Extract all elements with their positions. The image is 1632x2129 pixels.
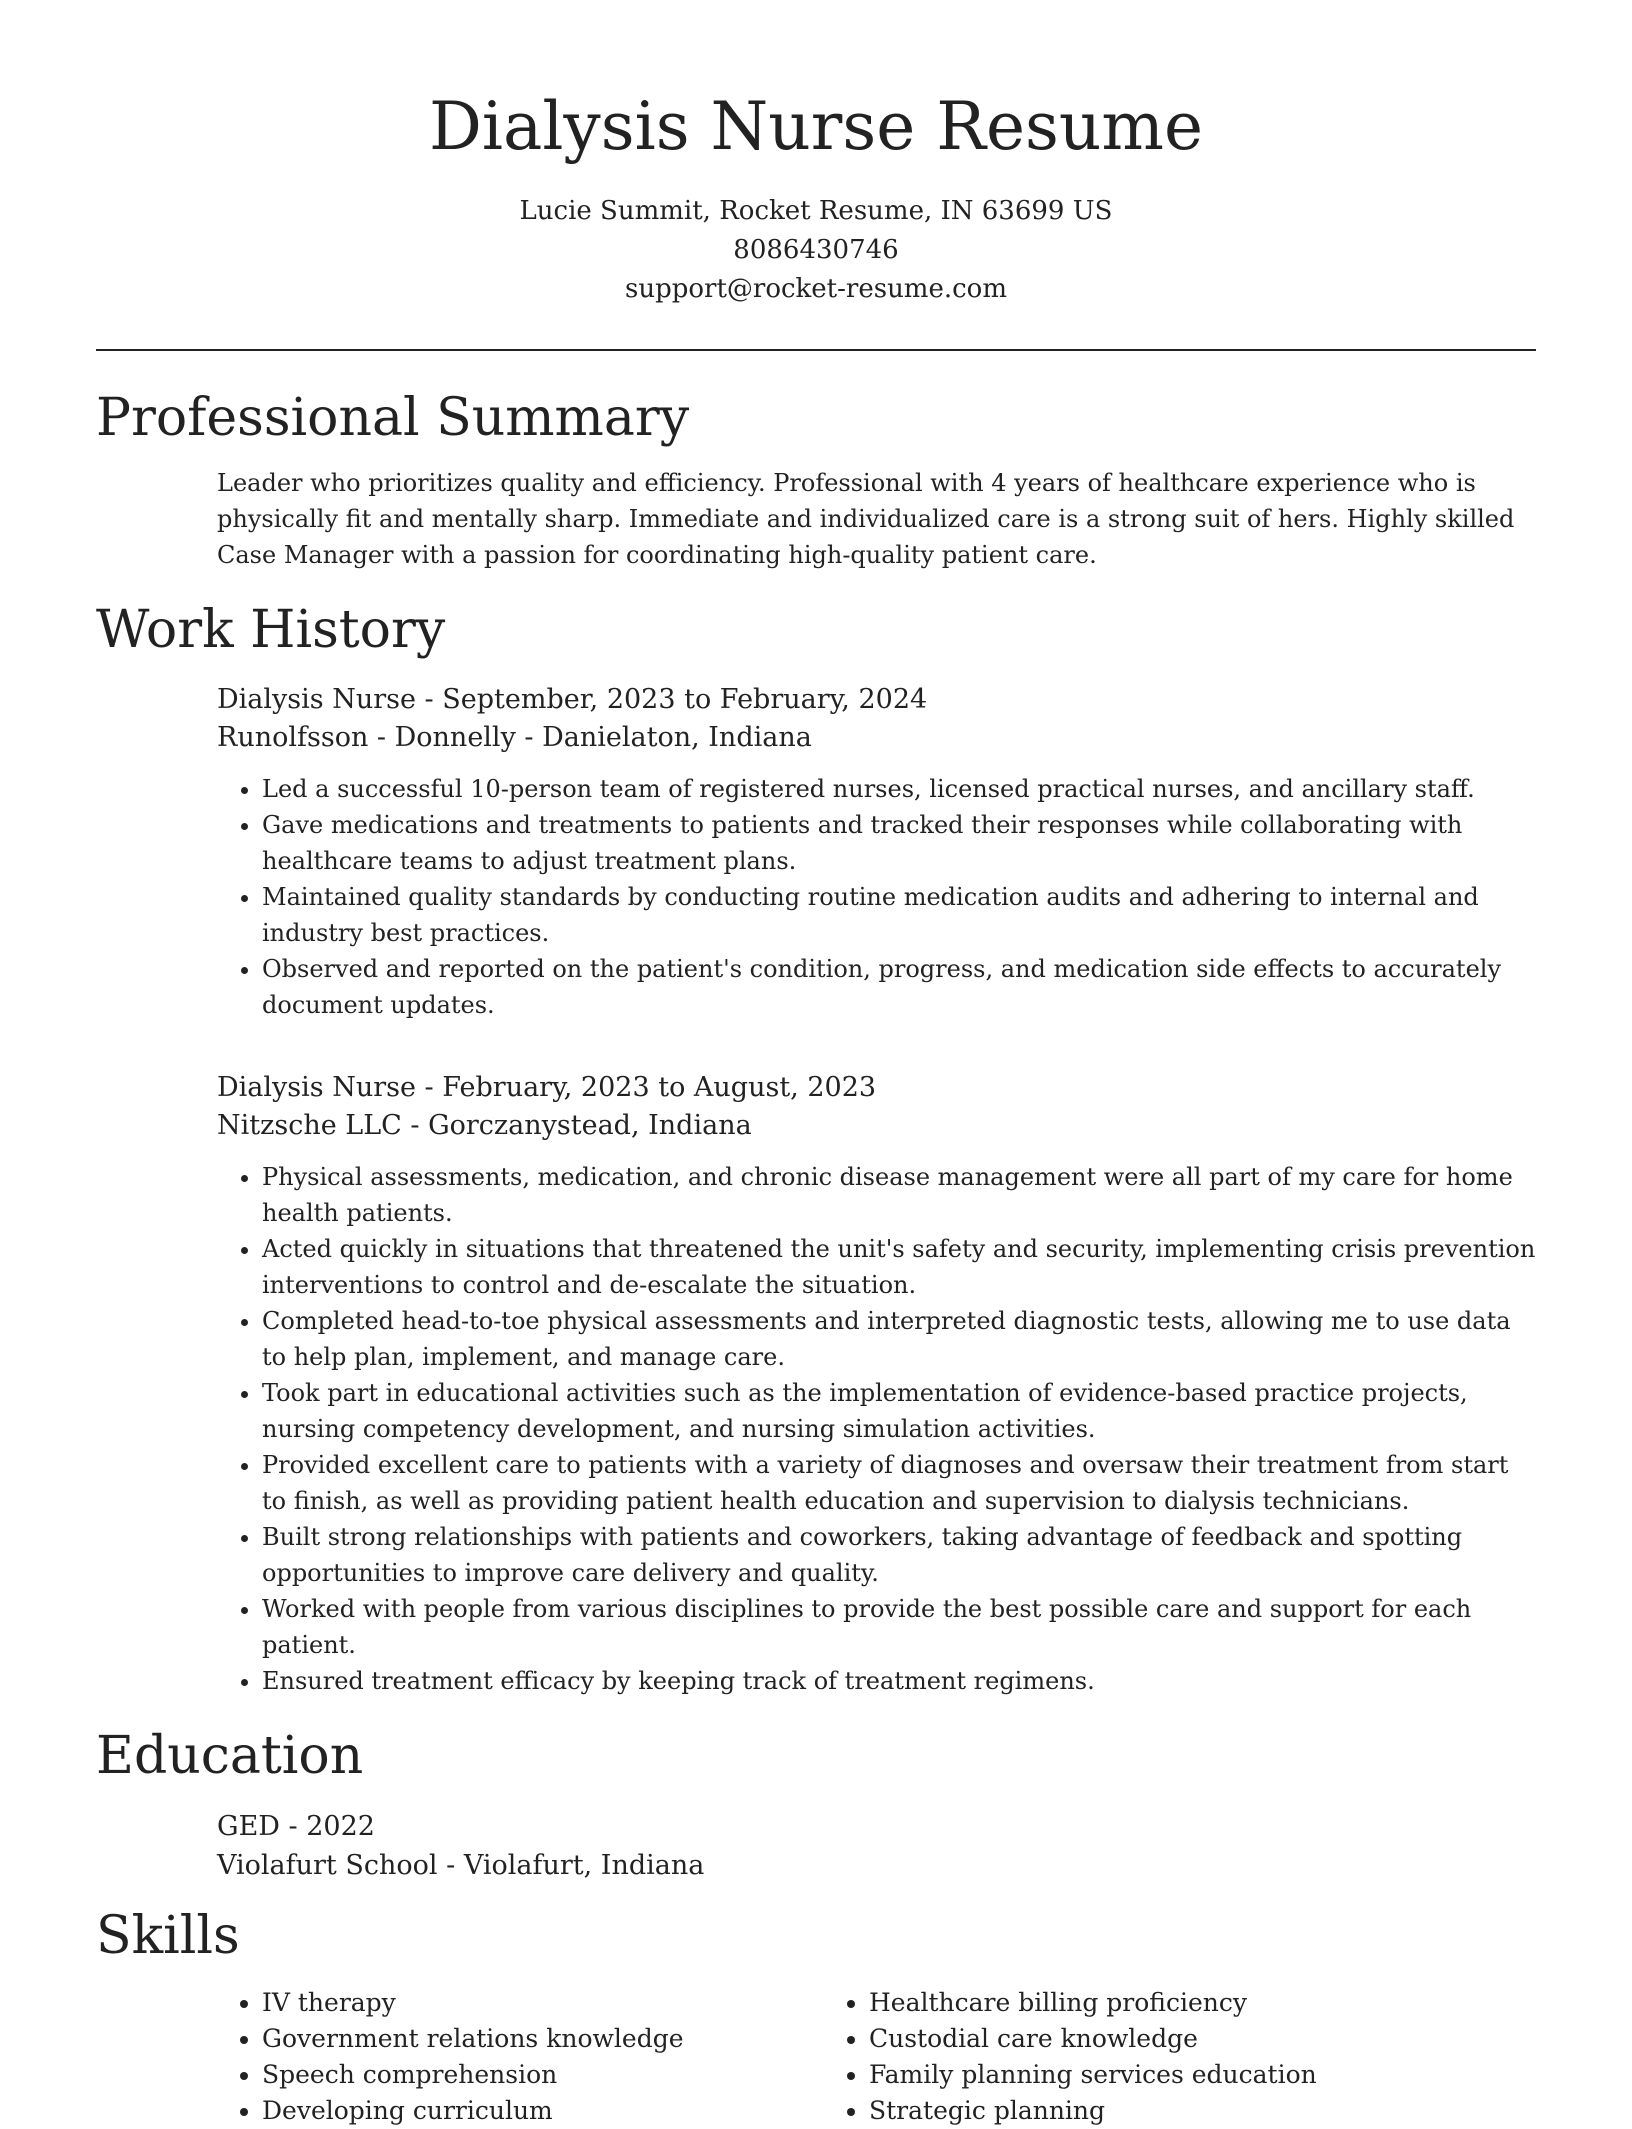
work-history-heading: Work History [96,600,446,660]
skill-item: • Speech comprehension [262,2057,824,2093]
list-item: • Led a successful 10-person team of registered nurses, licensed practical nurses, and ancillary staff. [262,771,1536,807]
list-item: • Maintained quality standards by conducting routine medication audits and adhering to internal and industry best practices. [262,879,1536,951]
job-company-line [217,719,1536,757]
job-location: Gorczanystead, Indiana [428,1110,752,1141]
skill-item: • Government relations knowledge [262,2021,824,2057]
job-dates: September, 2023 to February, 2024 [442,684,928,715]
job-dates: February, 2023 to August, 2023 [442,1072,877,1103]
summary-heading: Professional Summary [96,388,690,448]
list-item: • Observed and reported on the patient's condition, progress, and medication side effects to accurately document updates. [262,951,1536,1023]
skill-item: • Strategic planning [869,2093,1431,2129]
list-item: • Ensured treatment efficacy by keeping track of treatment regimens. [262,1663,1536,1699]
education-school: Violafurt School [217,1850,438,1881]
list-item: • Provided excellent care to patients with a variety of diagnoses and oversaw their treatment from start to finish, as well as providing patient health education and supervision to dialysis technicians. [262,1447,1536,1519]
skill-item: • Family planning services education [869,2057,1431,2093]
list-item: • Built strong relationships with patients and coworkers, taking advantage of feedback and spotting opportunities to improve care delivery and quality. [262,1519,1536,1591]
job-company: Runolfsson - Donnelly [217,722,516,753]
education-school-line [217,1846,1536,1885]
education-degree-line [217,1807,1536,1846]
skills-section [96,1903,1536,2129]
education-entry [217,1807,1536,1885]
skill-item: • Developing curriculum [262,2093,824,2129]
job-bullets [217,771,1536,1023]
list-item: • Gave medications and treatments to patients and tracked their responses while collaborating with healthcare teams to adjust treatment plans. [262,807,1536,879]
work-history-section [96,597,1536,1699]
resume-header [96,0,1536,309]
skills-grid [217,1985,1536,2129]
job-title-line [217,1069,1536,1107]
skills-column-left [217,1985,824,2129]
separator: - [279,1811,307,1842]
list-item: • Completed head-to-toe physical assessments and interpreted diagnostic tests, allowing me to use data to help plan, implement, and manage care. [262,1303,1536,1375]
contact-email: support@rocket-resume.com [624,274,1007,304]
contact-block [96,192,1536,309]
separator: - [515,722,543,753]
skill-item: • Healthcare billing proficiency [869,1985,1431,2021]
job-bullets [217,1159,1536,1699]
education-year: 2022 [306,1811,375,1842]
contact-address: Lucie Summit, Rocket Resume, IN 63699 US [519,196,1113,226]
list-item: • Took part in educational activities such as the implementation of evidence-based practice projects, nursing competency development, and nursing simulation activities. [262,1375,1536,1447]
job-company-line [217,1107,1536,1145]
job-title-line [217,681,1536,719]
list-item: • Physical assessments, medication, and chronic disease management were all part of my care for home health patients. [262,1159,1536,1231]
list-item: • Worked with people from various disciplines to provide the best possible care and support for each patient. [262,1591,1536,1663]
education-location: Violafurt, Indiana [463,1850,705,1881]
separator: - [415,684,443,715]
list-item: • Acted quickly in situations that threatened the unit's safety and security, implementing crisis prevention interventions to control and de-escalate the situation. [262,1231,1536,1303]
summary-section [96,385,1536,573]
skill-item: • IV therapy [262,1985,824,2021]
job-entry [217,681,1536,1023]
summary-text: Leader who prioritizes quality and efficiency. Professional with 4 years of healthcare experience who is physically fit and mentally sharp. Immediate and individualized care is a strong suit of hers. Highly skilled Case Manager with a passion for coordinating high-quality patient care. [217,469,1515,569]
separator: - [415,1072,443,1103]
job-entry [217,1069,1536,1699]
education-section [96,1723,1536,1885]
contact-phone: 8086430746 [733,235,899,265]
job-location: Danielaton, Indiana [542,722,812,753]
separator: - [401,1110,429,1141]
page-title: Dialysis Nurse Resume [428,88,1204,165]
education-heading: Education [96,1726,364,1786]
skill-item: • Custodial care knowledge [869,2021,1431,2057]
job-title: Dialysis Nurse [217,1072,416,1103]
skills-heading: Skills [96,1906,240,1966]
job-title: Dialysis Nurse [217,684,416,715]
education-degree: GED [217,1811,280,1842]
separator: - [437,1850,464,1881]
header-divider [96,349,1536,351]
skills-column-right [824,1985,1431,2129]
job-company: Nitzsche LLC [217,1110,402,1141]
